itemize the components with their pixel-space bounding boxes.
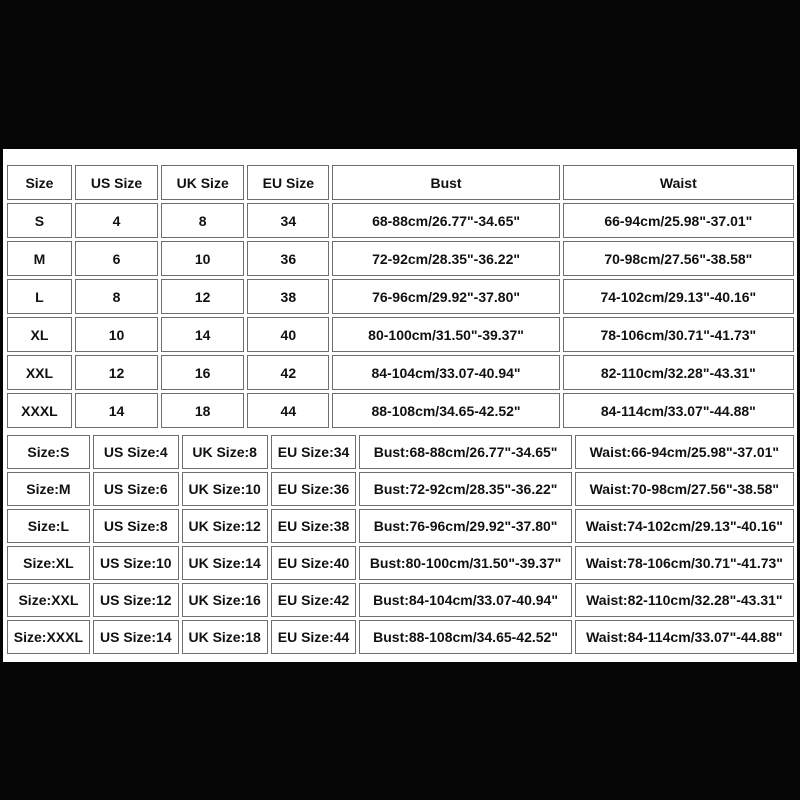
cell-bust: Bust:80-100cm/31.50"-39.37" [359,546,571,580]
cell-waist: 84-114cm/33.07"-44.88" [563,393,794,428]
cell-waist: 66-94cm/25.98"-37.01" [563,203,794,238]
table-row [7,393,794,428]
cell-uk-size: 8 [161,203,244,238]
table-row [7,509,794,543]
cell-us-size: US Size:14 [93,620,179,654]
header-us-size: US Size [75,165,158,200]
header-uk-size: UK Size [161,165,244,200]
cell-eu-size: EU Size:38 [271,509,357,543]
table-row [7,317,794,352]
cell-uk-size: UK Size:16 [182,583,268,617]
cell-size: Size:L [7,509,90,543]
cell-size: XXL [7,355,72,390]
cell-eu-size: 40 [247,317,329,352]
cell-us-size: 14 [75,393,158,428]
cell-size: Size:XXL [7,583,90,617]
cell-eu-size: EU Size:36 [271,472,357,506]
cell-us-size: US Size:10 [93,546,179,580]
cell-bust: Bust:88-108cm/34.65-42.52" [359,620,571,654]
cell-eu-size: EU Size:40 [271,546,357,580]
cell-eu-size: EU Size:42 [271,583,357,617]
cell-uk-size: UK Size:8 [182,435,268,469]
cell-uk-size: 10 [161,241,244,276]
table-row [7,546,794,580]
cell-bust: Bust:68-88cm/26.77"-34.65" [359,435,571,469]
table-row [7,355,794,390]
cell-uk-size: 12 [161,279,244,314]
cell-waist: Waist:70-98cm/27.56"-38.58" [575,472,794,506]
cell-size: Size:XL [7,546,90,580]
cell-size: XXXL [7,393,72,428]
cell-eu-size: 38 [247,279,329,314]
cell-bust: Bust:84-104cm/33.07-40.94" [359,583,571,617]
cell-bust: 76-96cm/29.92"-37.80" [332,279,559,314]
cell-waist: Waist:74-102cm/29.13"-40.16" [575,509,794,543]
cell-bust: 72-92cm/28.35"-36.22" [332,241,559,276]
size-chart-table [4,162,797,431]
cell-uk-size: 18 [161,393,244,428]
table-row [7,620,794,654]
header-waist: Waist [563,165,794,200]
cell-size: Size:M [7,472,90,506]
table-header-row [7,165,794,200]
cell-eu-size: 36 [247,241,329,276]
cell-waist: Waist:82-110cm/32.28"-43.31" [575,583,794,617]
table-row [7,583,794,617]
table-row [7,241,794,276]
cell-us-size: US Size:6 [93,472,179,506]
cell-size: XL [7,317,72,352]
cell-waist: 78-106cm/30.71"-41.73" [563,317,794,352]
cell-bust: 84-104cm/33.07-40.94" [332,355,559,390]
cell-us-size: 8 [75,279,158,314]
cell-us-size: 10 [75,317,158,352]
cell-uk-size: 14 [161,317,244,352]
size-chart-sheet [3,149,797,662]
header-bust: Bust [332,165,559,200]
cell-eu-size: 42 [247,355,329,390]
cell-uk-size: UK Size:10 [182,472,268,506]
cell-eu-size: EU Size:44 [271,620,357,654]
cell-size: M [7,241,72,276]
cell-size: Size:S [7,435,90,469]
cell-us-size: US Size:4 [93,435,179,469]
cell-bust: 88-108cm/34.65-42.52" [332,393,559,428]
size-list-table [4,432,797,657]
cell-bust: Bust:72-92cm/28.35"-36.22" [359,472,571,506]
table-row [7,203,794,238]
header-eu-size: EU Size [247,165,329,200]
cell-bust: 68-88cm/26.77"-34.65" [332,203,559,238]
table-row [7,435,794,469]
table-row [7,279,794,314]
cell-us-size: 4 [75,203,158,238]
cell-eu-size: 44 [247,393,329,428]
table-row [7,472,794,506]
cell-size: Size:XXXL [7,620,90,654]
cell-us-size: US Size:8 [93,509,179,543]
cell-uk-size: UK Size:14 [182,546,268,580]
cell-waist: Waist:66-94cm/25.98"-37.01" [575,435,794,469]
cell-waist: 70-98cm/27.56"-38.58" [563,241,794,276]
cell-eu-size: EU Size:34 [271,435,357,469]
cell-waist: Waist:84-114cm/33.07"-44.88" [575,620,794,654]
cell-us-size: US Size:12 [93,583,179,617]
cell-waist: Waist:78-106cm/30.71"-41.73" [575,546,794,580]
cell-uk-size: UK Size:12 [182,509,268,543]
cell-eu-size: 34 [247,203,329,238]
cell-bust: Bust:76-96cm/29.92"-37.80" [359,509,571,543]
cell-size: S [7,203,72,238]
cell-uk-size: 16 [161,355,244,390]
cell-waist: 74-102cm/29.13"-40.16" [563,279,794,314]
cell-us-size: 6 [75,241,158,276]
header-size: Size [7,165,72,200]
cell-us-size: 12 [75,355,158,390]
cell-waist: 82-110cm/32.28"-43.31" [563,355,794,390]
cell-size: L [7,279,72,314]
cell-bust: 80-100cm/31.50"-39.37" [332,317,559,352]
cell-uk-size: UK Size:18 [182,620,268,654]
